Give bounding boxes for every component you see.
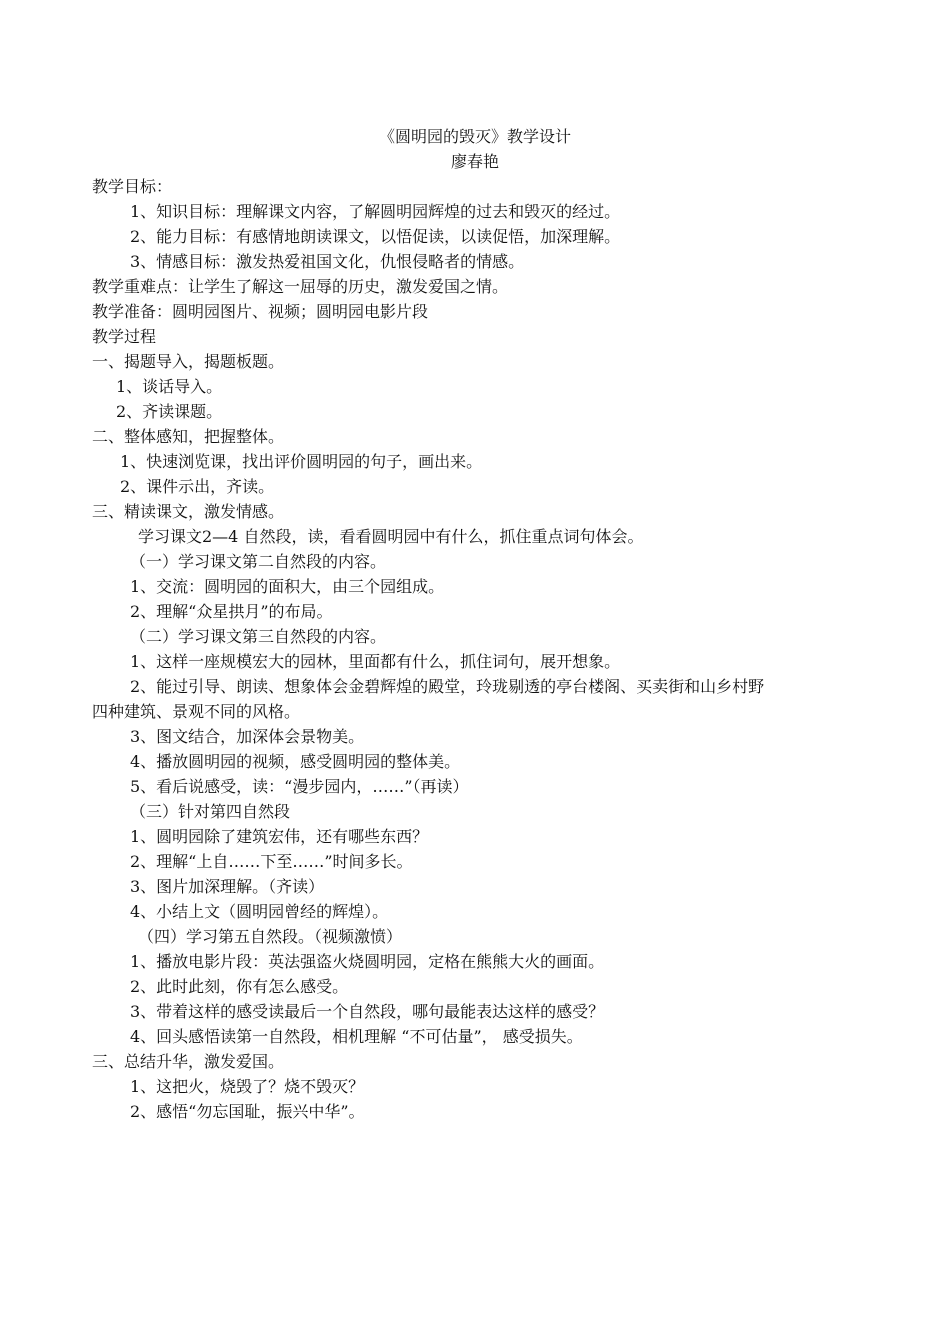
- text-line: 1、交流：圆明园的面积大，由三个园组成。: [130, 577, 445, 596]
- text-line: （四）学习第五自然段。（视频激愤）: [138, 927, 403, 946]
- text-line: 2、此时此刻，你有怎么感受。: [130, 977, 349, 996]
- text-line: 2、能过引导、朗读、想象体会金碧辉煌的殿堂，玲珑剔透的亭台楼阁、买卖街和山乡村野: [130, 677, 765, 696]
- text-line: （三）针对第四自然段: [130, 802, 291, 821]
- text-line: 3、带着这样的感受读最后一个自然段，哪句最能表达这样的感受？: [130, 1002, 605, 1021]
- text-line: 1、谈话导入。: [116, 377, 223, 396]
- text-line: 1、这样一座规模宏大的园林，里面都有什么，抓住词句，展开想象。: [130, 652, 621, 671]
- text-line: 3、情感目标：激发热爱祖国文化，仇恨侵略者的情感。: [130, 252, 525, 271]
- text-line: 2、能力目标：有感情地朗读课文，以悟促读，以读促悟，加深理解。: [130, 227, 621, 246]
- text-line: 5、看后说感受，读：“漫步园内，……”（再读）: [130, 777, 469, 796]
- text-line: 2、理解“众星拱月”的布局。: [130, 602, 333, 621]
- text-line: （二）学习课文第三自然段的内容。: [130, 627, 387, 646]
- text-line: 四种建筑、景观不同的风格。: [92, 702, 301, 721]
- text-line: 2、感悟“勿忘国耻，振兴中华”。: [130, 1102, 365, 1121]
- text-line: 教学重难点：让学生了解这一屈辱的历史，激发爱国之情。: [92, 277, 509, 296]
- document-body: [92, 174, 862, 1124]
- text-line: 二、整体感知，把握整体。: [92, 427, 285, 446]
- text-line: 1、快速浏览课，找出评价圆明园的句子，画出来。: [120, 452, 483, 471]
- text-line: 1、圆明园除了建筑宏伟，还有哪些东西？: [130, 827, 429, 846]
- text-line: 1、这把火，烧毁了？烧不毁灭？: [130, 1077, 365, 1096]
- text-line: 2、齐读课题。: [116, 402, 223, 421]
- text-line: 2、理解“上自……下至……”时间多长。: [130, 852, 413, 871]
- text-line: 1、播放电影片段：英法强盗火烧圆明园，定格在熊熊大火的画面。: [130, 952, 605, 971]
- document-author: 廖春艳: [450, 152, 499, 171]
- text-line: 教学准备：圆明园图片、视频；圆明园电影片段: [92, 302, 429, 321]
- text-line: （一）学习课文第二自然段的内容。: [130, 552, 387, 571]
- text-line: 4、小结上文（圆明园曾经的辉煌）。: [130, 902, 389, 921]
- document-title: 《圆明园的毁灭》教学设计: [378, 127, 571, 146]
- text-line: 2、课件示出，齐读。: [120, 477, 275, 496]
- text-line: 3、图文结合，加深体会景物美。: [130, 727, 365, 746]
- text-line: 4、播放圆明园的视频，感受圆明园的整体美。: [130, 752, 461, 771]
- title-block: [0, 124, 950, 174]
- text-line: 1、知识目标：理解课文内容，了解圆明园辉煌的过去和毁灭的经过。: [130, 202, 621, 221]
- text-line: 4、回头感悟读第一自然段，相机理解 “不可估量”， 感受损失。: [130, 1027, 583, 1046]
- text-line: 教学目标：: [92, 177, 173, 196]
- text-line: 3、图片加深理解。（齐读）: [130, 877, 325, 896]
- text-line: 三、总结升华，激发爱国。: [92, 1052, 285, 1071]
- text-line: 一、揭题导入，揭题板题。: [92, 352, 285, 371]
- text-line: 教学过程: [92, 327, 157, 346]
- text-line: 三、精读课文，激发情感。: [92, 502, 285, 521]
- text-line: 学习课文2—4 自然段，读，看看圆明园中有什么，抓住重点词句体会。: [138, 527, 644, 546]
